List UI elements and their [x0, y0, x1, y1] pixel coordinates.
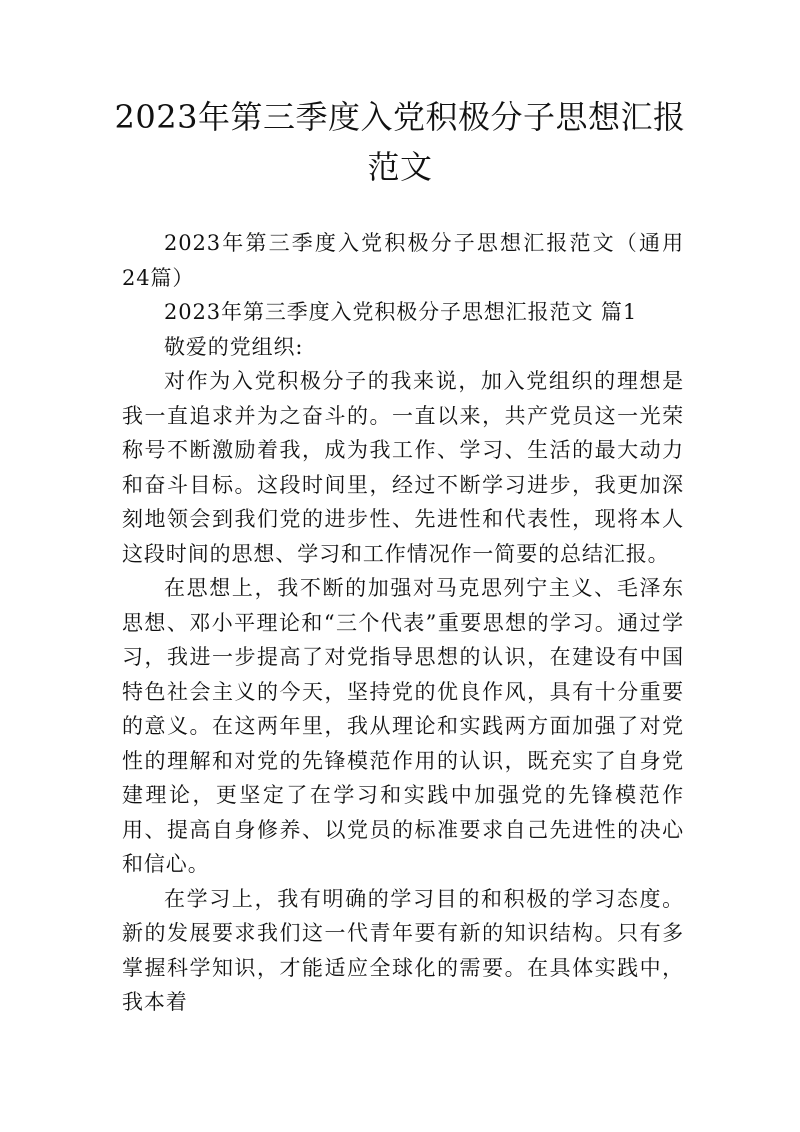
- section-heading: 2023年第三季度入党积极分子思想汇报范文 篇1: [164, 300, 638, 324]
- body-paragraph: 在学习上，我有明确的学习目的和积极的学习态度。新的发展要求我们这一代青年要有新的知识结构。只有多掌握科学知识，才能适应全球化的需要。在具体实践中，我本着: [122, 886, 684, 1014]
- body-paragraph: 对作为入党积极分子的我来说，加入党组织的理想是我一直追求并为之奋斗的。一直以来，共产党员这一光荣称号不断激励着我，成为我工作、学习、生活的最大动力和奋斗目标。这段时间里，经过不断学习进步，我更加深刻地领会到我们党的进步性、先进性和代表性，现将本人这段时间的思想、学习和工作情况作一简要的总结汇报。: [122, 369, 684, 566]
- body-paragraph: 在思想上，我不断的加强对马克思列宁主义、毛泽东思想、邓小平理论和“三个代表”重要思想的学习。通过学习，我进一步提高了对党指导思想的认识，在建设有中国特色社会主义的今天，坚持党的优良作风，具有十分重要的意义。在这两年里，我从理论和实践两方面加强了对党性的理解和对党的先锋模范作用的认识，既充实了自身党建理论，更坚定了在学习和实践中加强党的先锋模范作用、提高自身修养、以党员的标准要求自己先进性的决心和信心。: [122, 576, 684, 876]
- subtitle-paragraph: 2023年第三季度入党积极分子思想汇报范文（通用24篇）: [122, 231, 684, 290]
- document-body: [122, 226, 684, 1020]
- salutation: 敬爱的党组织:: [164, 334, 304, 359]
- document-title: 2023年第三季度入党积极分子思想汇报范文: [114, 98, 686, 186]
